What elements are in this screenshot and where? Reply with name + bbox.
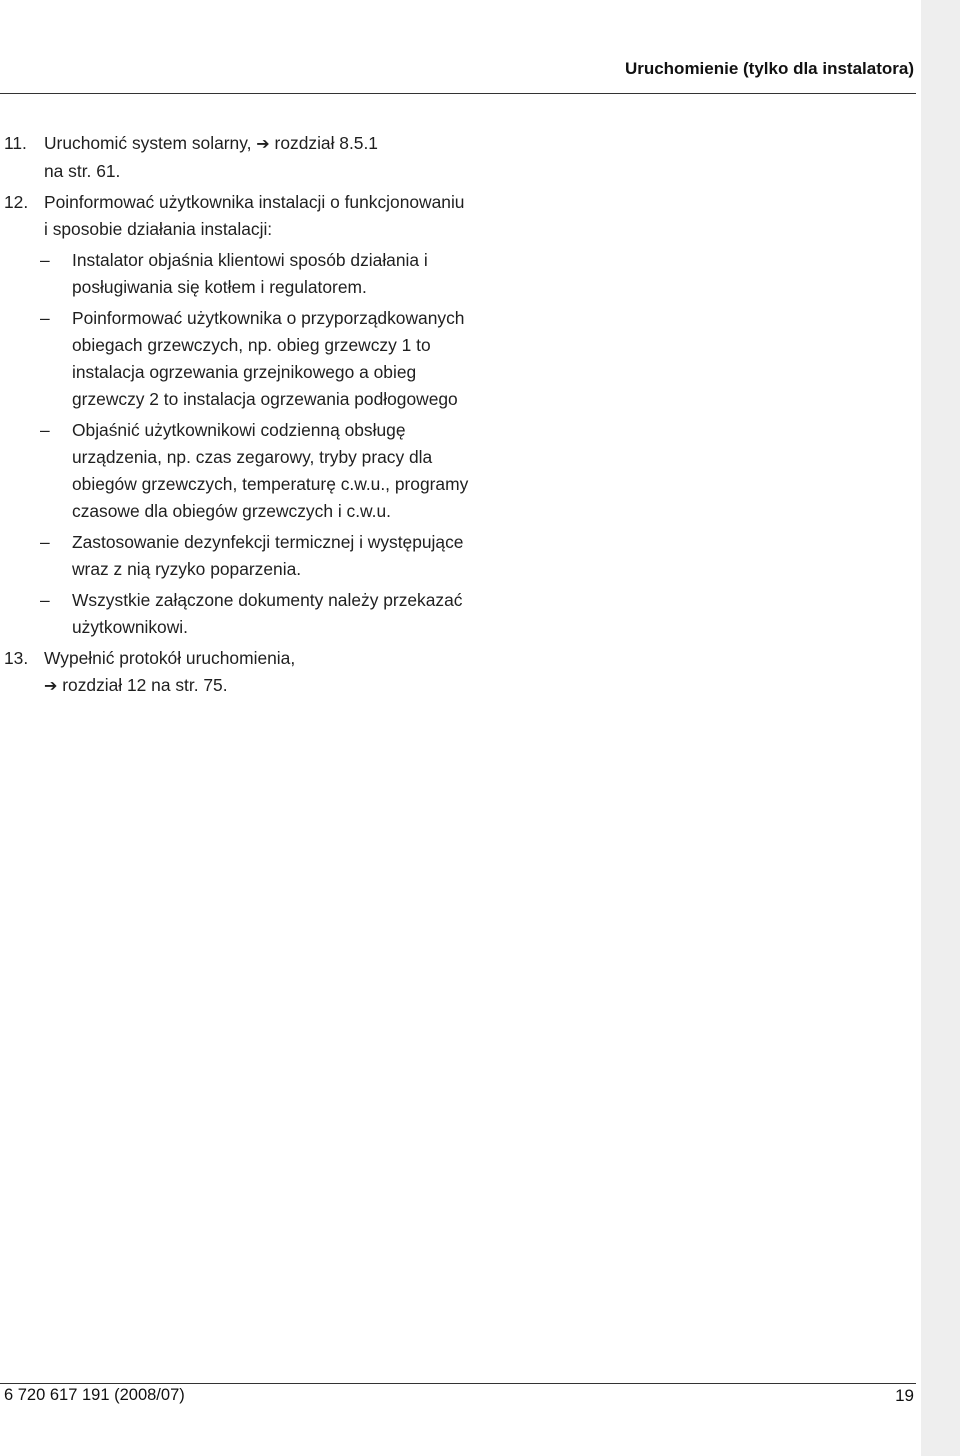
dash-marker: – xyxy=(40,308,50,328)
bullet-item xyxy=(0,305,470,413)
bullet-item xyxy=(0,247,470,301)
arrow-right-icon: ➔ xyxy=(44,678,58,695)
page-header xyxy=(0,0,916,100)
step-13 xyxy=(0,645,470,700)
bullet-item xyxy=(0,529,470,583)
dash-marker: – xyxy=(40,250,50,270)
step-text: Wypełnić protokół uruchomienia, xyxy=(44,648,296,668)
bullet-text: Wszystkie załączone dokumenty należy przekazać użytkownikowi. xyxy=(72,590,463,637)
page-side-strip xyxy=(921,0,960,1456)
dash-marker: – xyxy=(40,532,50,552)
cross-reference-link[interactable]: rozdział 8.5.1 xyxy=(274,133,378,153)
header-rule xyxy=(0,93,916,94)
step-number: 11. xyxy=(4,133,27,153)
step-number: 13. xyxy=(4,648,29,668)
bullet-text: Zastosowanie dezynfekcji termicznej i występujące wraz z nią ryzyko poparzenia. xyxy=(72,532,464,579)
bullet-item xyxy=(0,417,470,525)
page-number: 19 xyxy=(895,1386,914,1405)
cross-reference-page[interactable]: na str. 61. xyxy=(44,161,121,181)
bullet-item xyxy=(0,587,470,641)
arrow-right-icon: ➔ xyxy=(256,136,270,153)
step-12 xyxy=(0,189,470,243)
cross-reference-link[interactable]: rozdział 12 na str. 75. xyxy=(62,675,228,695)
bullet-text: Poinformować użytkownika o przyporządkowanych obiegach grzewczych, np. obieg grzewczy 1 to instalacja ogrzewania grzejnikowego a obieg grzewczy 2 to instalacja ogrzewania podłogowego xyxy=(72,308,465,409)
step-11 xyxy=(0,130,470,185)
dash-marker: – xyxy=(40,420,50,440)
dash-marker: – xyxy=(40,590,50,610)
step-text: Uruchomić system solarny, xyxy=(44,133,252,153)
step-text: Poinformować użytkownika instalacji o funkcjonowaniu i sposobie działania instalacji: xyxy=(44,192,465,239)
step-number: 12. xyxy=(4,192,29,212)
section-title: Uruchomienie (tylko dla instalatora) xyxy=(624,59,914,78)
footer-rule xyxy=(0,1383,916,1384)
bullet-text: Instalator objaśnia klientowi sposób działania i posługiwania się kotłem i regulatorem. xyxy=(72,250,428,297)
instruction-list xyxy=(0,130,470,700)
document-code: 6 720 617 191 (2008/07) xyxy=(4,1386,185,1404)
bullet-text: Objaśnić użytkownikowi codzienną obsługę urządzenia, np. czas zegarowy, tryby pracy dla obiegów grzewczych, temperaturę c.w.u., programy czasowe dla obiegów grzewczych i c.w.u. xyxy=(72,420,469,521)
